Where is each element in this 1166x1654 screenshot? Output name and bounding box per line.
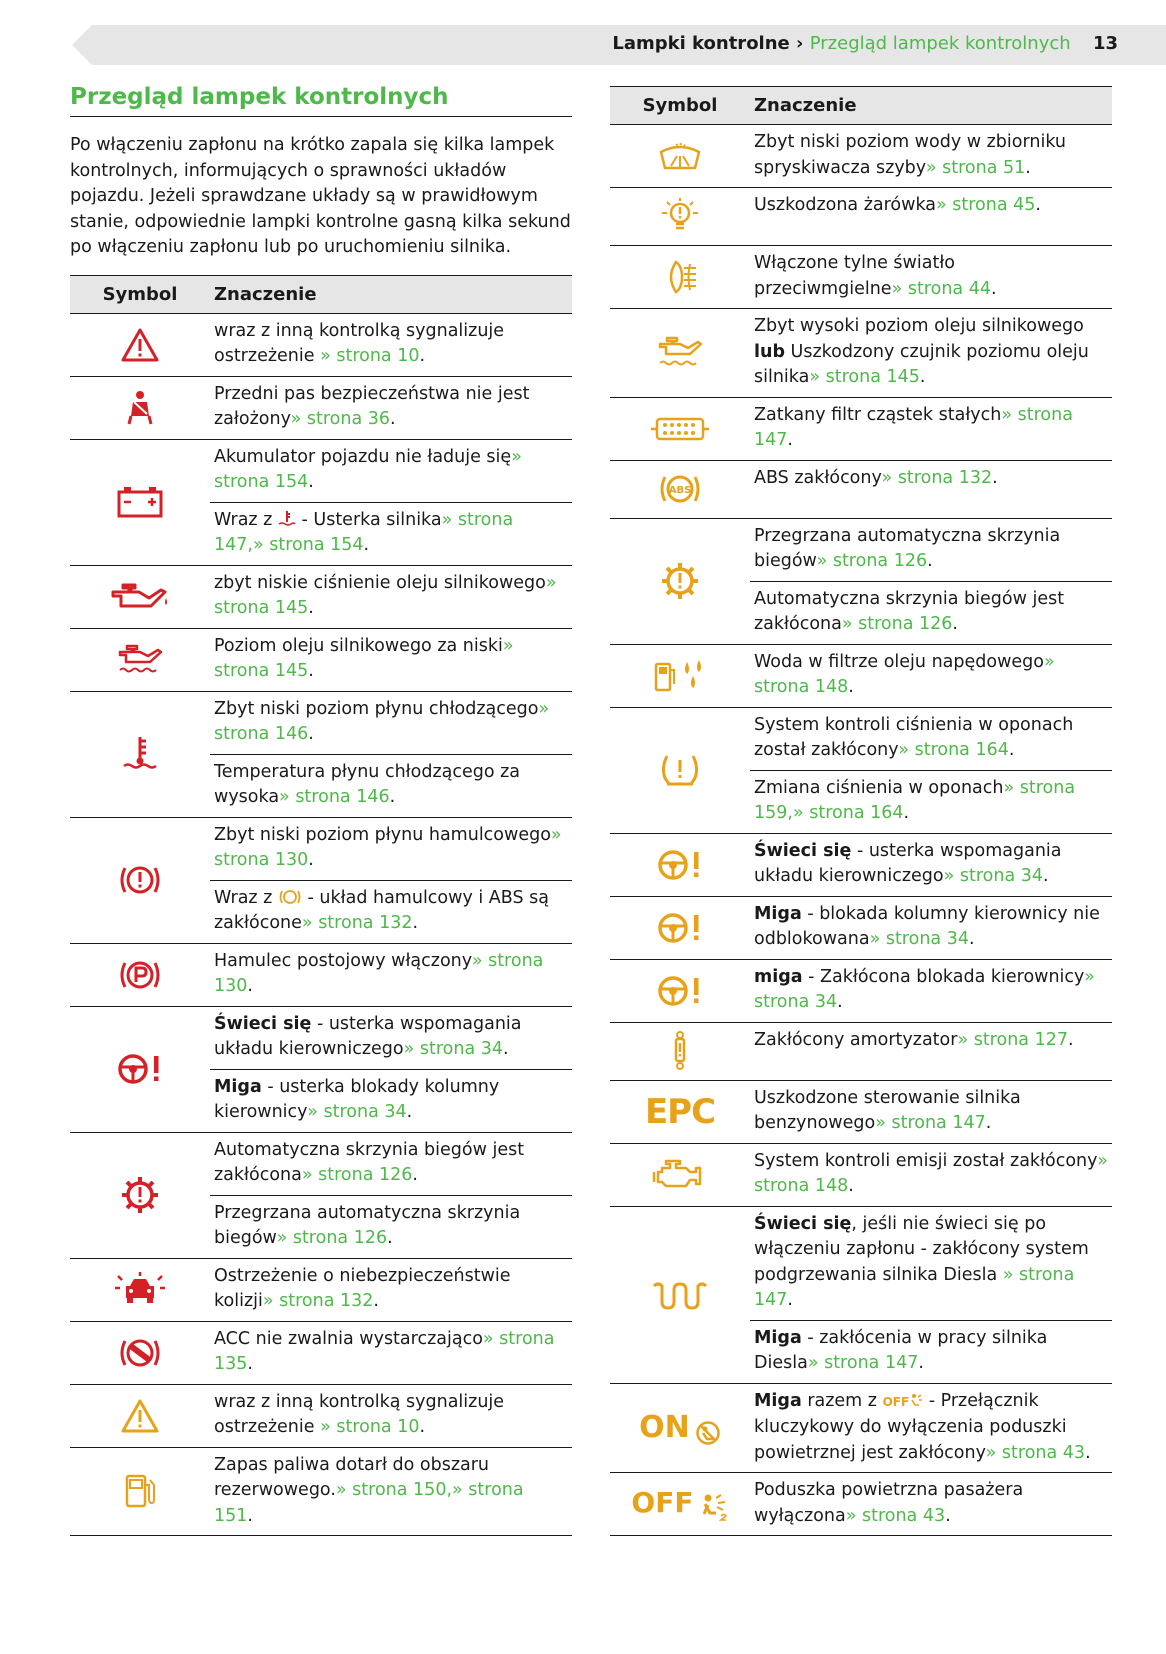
symbol-cell xyxy=(610,460,750,518)
page-link[interactable]: » strona 126 xyxy=(841,614,953,634)
page-link[interactable]: » strona 147 xyxy=(754,1264,1075,1310)
symbol-cell xyxy=(610,309,750,398)
symbol-cell xyxy=(610,1143,750,1206)
meaning-cell: Miga - usterka blokady kolumny kierownicy» strona 34. xyxy=(210,1069,572,1132)
meaning-cell: Temperatura płynu chłodzącego za wysoka» strona 146. xyxy=(210,754,572,817)
symbol-cell xyxy=(610,1383,750,1473)
table-row xyxy=(70,1258,572,1321)
symbol-cell xyxy=(70,817,210,943)
meaning-cell: Hamulec postojowy włączony» strona 130. xyxy=(210,943,572,1006)
table-row xyxy=(610,896,1112,959)
table-row xyxy=(610,707,1112,770)
table-row xyxy=(610,1206,1112,1320)
table-row xyxy=(70,943,572,1006)
page-link[interactable]: » strona 132 xyxy=(301,913,413,933)
meaning-cell: Miga - blokada kolumny kierownicy nie odblokowana» strona 34. xyxy=(750,896,1112,959)
fuel-reserve-icon xyxy=(123,1473,157,1509)
meaning-cell: Przedni pas bezpieczeństwa nie jest założony» strona 36. xyxy=(210,376,572,439)
page-link[interactable]: » strona 34 xyxy=(869,929,969,949)
symbol-cell xyxy=(70,691,210,817)
meaning-cell: ACC nie zwalnia wystarczająco» strona 135. xyxy=(210,1321,572,1384)
bulb-failure-icon xyxy=(658,197,702,237)
meaning-cell: Świeci się - usterka wspomagania układu kierowniczego» strona 34. xyxy=(750,833,1112,896)
tyre-pressure-icon xyxy=(659,750,701,790)
breadcrumb xyxy=(612,33,1118,54)
table-row xyxy=(70,628,572,691)
table-row xyxy=(70,376,572,439)
meaning-cell: Uszkodzona żarówka» strona 45. xyxy=(750,188,1112,246)
symbol-cell xyxy=(70,628,210,691)
table-row xyxy=(70,313,572,376)
meaning-cell: Woda w filtrze oleju napędowego» strona 148. xyxy=(750,644,1112,707)
symbol-cell xyxy=(70,376,210,439)
left-lamps-table xyxy=(70,275,572,1537)
oil-level-yellow-icon xyxy=(656,336,704,370)
table-row xyxy=(610,246,1112,309)
right-lamps-table xyxy=(610,86,1112,1536)
steering-warning-yellow-icon xyxy=(653,848,707,882)
symbol-cell xyxy=(610,125,750,188)
abs-icon xyxy=(657,469,703,509)
rear-fog-light-icon xyxy=(660,258,700,296)
meaning-cell: Poziom oleju silnikowego za niski» strona 145. xyxy=(210,628,572,691)
symbol-cell xyxy=(70,1258,210,1321)
meaning-cell: wraz z inną kontrolką sygnalizuje ostrzeżenie » strona 10. xyxy=(210,313,572,376)
page-link[interactable]: » strona 44 xyxy=(891,278,991,299)
meaning-cell: Zbyt niski poziom wody w zbiorniku spryskiwacza szyby» strona 51. xyxy=(750,125,1112,188)
airbag-on-icon: ON xyxy=(639,1410,690,1445)
page-link[interactable]: » strona 130 xyxy=(214,824,562,870)
table-row xyxy=(610,1143,1112,1206)
airbag-passenger-icon xyxy=(699,1492,729,1522)
meaning-cell: ABS zakłócony» strona 132. xyxy=(750,460,1112,518)
brake-warning-icon xyxy=(117,860,163,900)
glow-plug-icon xyxy=(652,1280,708,1310)
page-link[interactable]: » strona 145 xyxy=(214,572,557,618)
meaning-cell: Zakłócony amortyzator» strona 127. xyxy=(750,1022,1112,1080)
table-row xyxy=(70,691,572,754)
table-row xyxy=(610,1473,1112,1536)
table-row xyxy=(610,188,1112,246)
meaning-cell: Akumulator pojazdu nie ładuje się» strona 154. xyxy=(210,439,572,502)
page-link[interactable]: » strona 159,» strona 164 xyxy=(754,777,1076,823)
page-link[interactable]: » strona 147 xyxy=(807,1353,919,1373)
symbol-cell xyxy=(610,246,750,309)
meaning-cell: System kontroli ciśnienia w oponach został zakłócony» strona 164. xyxy=(750,707,1112,770)
page-link[interactable]: » strona 130 xyxy=(214,950,544,996)
symbol-cell xyxy=(70,565,210,628)
page-link[interactable]: » strona 43 xyxy=(985,1442,1086,1463)
breadcrumb-section[interactable]: Lampki kontrolne xyxy=(612,33,790,54)
symbol-cell xyxy=(610,397,750,460)
meaning-cell: Ostrzeżenie o niebezpieczeństwie kolizji» strona 132. xyxy=(210,1258,572,1321)
page-link[interactable]: » strona 51 xyxy=(925,157,1026,178)
table-row xyxy=(70,439,572,502)
table-row xyxy=(70,1321,572,1384)
meaning-cell: Poduszka powietrzna pasażera wyłączona» strona 43. xyxy=(750,1473,1112,1536)
battery-icon xyxy=(116,485,164,519)
gearbox-yellow-icon xyxy=(660,561,700,601)
symbol-cell xyxy=(70,1321,210,1384)
table-row xyxy=(610,125,1112,188)
table-row xyxy=(610,959,1112,1022)
table-row xyxy=(70,1447,572,1536)
symbol-cell xyxy=(70,1132,210,1258)
warning-triangle-red-icon xyxy=(120,327,160,363)
symbol-cell xyxy=(610,1473,750,1536)
symbol-cell xyxy=(610,1080,750,1143)
symbol-cell xyxy=(70,1447,210,1536)
symbol-cell xyxy=(610,833,750,896)
meaning-cell: Miga razem z OFF - Przełącznik kluczykowy do wyłączenia poduszki powietrznej jest zakłócony» strona 43. xyxy=(750,1383,1112,1473)
symbol-cell xyxy=(610,188,750,246)
shock-absorber-icon xyxy=(670,1031,690,1071)
page-link[interactable]: » strona 43 xyxy=(845,1505,946,1526)
meaning-cell: Przegrzana automatyczna skrzynia biegów» strona 126. xyxy=(750,518,1112,581)
steering-lock-fault-icon xyxy=(653,974,707,1008)
table-row xyxy=(610,309,1112,398)
table-row xyxy=(610,833,1112,896)
symbol-cell xyxy=(70,943,210,1006)
page-link[interactable]: » strona 147 xyxy=(754,404,1073,450)
page-link[interactable]: » strona 132 xyxy=(262,1291,374,1311)
symbol-cell xyxy=(610,959,750,1022)
meaning-cell: Zatkany filtr cząstek stałych» strona 147. xyxy=(750,397,1112,460)
table-row xyxy=(70,1132,572,1195)
meaning-cell: Wraz z - układ hamulcowy i ABS są zakłócone» strona 132. xyxy=(210,880,572,943)
column-header-symbol: Symbol xyxy=(610,87,750,125)
table-row xyxy=(610,1080,1112,1143)
svg-text:ABS: ABS xyxy=(668,485,692,496)
meaning-cell: Zbyt niski poziom płynu hamulcowego» strona 130. xyxy=(210,817,572,880)
table-row xyxy=(610,1383,1112,1473)
page-link[interactable]: » strona 45 xyxy=(936,195,1036,215)
page-link[interactable]: » strona 34 xyxy=(403,1039,504,1059)
abs-small-icon xyxy=(278,888,302,906)
page-number: 13 xyxy=(1092,33,1118,54)
seatbelt-icon xyxy=(125,390,155,426)
symbol-cell xyxy=(70,313,210,376)
left-column xyxy=(70,84,572,1536)
page-link[interactable]: » strona 132 xyxy=(881,467,993,488)
symbol-cell xyxy=(70,1384,210,1447)
table-row xyxy=(70,817,572,880)
symbol-cell xyxy=(610,1206,750,1383)
breadcrumb-separator: › xyxy=(796,33,804,54)
gearbox-red-icon xyxy=(120,1175,160,1215)
meaning-cell: System kontroli emisji został zakłócony» strona 148. xyxy=(750,1143,1112,1206)
meaning-cell: Miga - zakłócenia w pracy silnika Diesla» strona 147. xyxy=(750,1320,1112,1383)
engine-check-icon xyxy=(652,1158,708,1192)
steering-warning-red-icon xyxy=(113,1052,167,1086)
page-link[interactable]: » strona 146 xyxy=(214,698,550,744)
page-link[interactable]: » strona 148 xyxy=(754,1150,1108,1196)
right-column xyxy=(610,86,1112,1536)
meaning-cell: zbyt niskie ciśnienie oleju silnikowego» strona 145. xyxy=(210,565,572,628)
coolant-small-icon xyxy=(278,510,296,528)
page-title: Przegląd lampek kontrolnych xyxy=(70,84,572,117)
page-link[interactable]: » strona 126 xyxy=(816,551,928,571)
meaning-cell: wraz z inną kontrolką sygnalizuje ostrzeżenie » strona 10. xyxy=(210,1384,572,1447)
page-link[interactable]: » strona 34 xyxy=(307,1102,407,1122)
page-link[interactable]: » strona 127 xyxy=(957,1029,1068,1050)
page-link[interactable]: » strona 10 xyxy=(320,346,420,366)
page-link[interactable]: » strona 36 xyxy=(290,409,391,429)
symbol-cell xyxy=(70,439,210,565)
meaning-cell: Zbyt niski poziom płynu chłodzącego» strona 146. xyxy=(210,691,572,754)
symbol-cell xyxy=(70,1006,210,1132)
airbag-off-small-icon: OFF xyxy=(882,1394,910,1409)
table-row xyxy=(610,397,1112,460)
washer-fluid-icon xyxy=(657,138,703,174)
table-row xyxy=(610,1022,1112,1080)
meaning-cell: Świeci się - usterka wspomagania układu kierowniczego» strona 34. xyxy=(210,1006,572,1069)
column-header-meaning: Znaczenie xyxy=(750,87,1112,125)
page-link[interactable]: » strona 145 xyxy=(809,367,920,387)
page-link[interactable]: » strona 154 xyxy=(214,446,522,492)
table-row xyxy=(610,644,1112,707)
page-link[interactable]: » strona 126 xyxy=(276,1228,388,1248)
page-link[interactable]: » strona 148 xyxy=(754,651,1055,697)
page-link[interactable]: » strona 150,» strona 151 xyxy=(214,1480,524,1526)
coolant-temperature-icon xyxy=(120,735,160,773)
page-link[interactable]: » strona 10 xyxy=(320,1417,420,1437)
symbol-cell xyxy=(610,896,750,959)
acc-warning-icon xyxy=(117,1333,163,1373)
column-header-meaning: Znaczenie xyxy=(210,275,572,313)
meaning-cell: Włączone tylne światło przeciwmgielne» strona 44. xyxy=(750,246,1112,309)
column-header-symbol: Symbol xyxy=(70,275,210,313)
meaning-cell: miga - Zakłócona blokada kierownicy» strona 34. xyxy=(750,959,1112,1022)
table-row xyxy=(70,1384,572,1447)
oil-pressure-icon xyxy=(109,582,171,612)
table-row xyxy=(70,1006,572,1069)
meaning-cell: Zbyt wysoki poziom oleju silnikowego lub Uszkodzony czujnik poziomu oleju silnika» strona 145. xyxy=(750,309,1112,398)
water-in-fuel-icon xyxy=(653,658,707,694)
meaning-cell: Świeci się, jeśli nie świeci się po włączeniu zapłonu - zakłócony system podgrzewania silnika Diesla » strona 147. xyxy=(750,1206,1112,1320)
steering-lock-icon xyxy=(653,911,707,945)
symbol-cell xyxy=(610,1022,750,1080)
meaning-cell: Zmiana ciśnienia w oponach» strona 159,» strona 164. xyxy=(750,770,1112,833)
oil-level-red-icon xyxy=(116,644,164,676)
table-row xyxy=(610,460,1112,518)
page-link[interactable]: » strona 147,» strona 154 xyxy=(214,509,514,555)
meaning-cell: Wraz z - Usterka silnika» strona 147,» strona 154. xyxy=(210,502,572,565)
page-link[interactable]: » strona 145 xyxy=(214,635,514,681)
airbag-crossed-icon xyxy=(695,1420,721,1446)
meaning-cell: Automatyczna skrzynia biegów jest zakłócona» strona 126. xyxy=(750,581,1112,644)
page-link[interactable]: » strona 126 xyxy=(301,1165,413,1185)
symbol-cell xyxy=(610,644,750,707)
table-row xyxy=(70,565,572,628)
page-link[interactable]: » strona 164 xyxy=(898,740,1009,760)
airbag-passenger-small-icon xyxy=(909,1393,923,1409)
particulate-filter-icon xyxy=(649,415,711,443)
page-link[interactable]: » strona 34 xyxy=(943,866,1044,886)
page-link[interactable]: » strona 146 xyxy=(279,787,390,807)
warning-triangle-yellow-icon xyxy=(120,1398,160,1434)
meaning-cell: Przegrzana automatyczna skrzynia biegów» strona 126. xyxy=(210,1195,572,1258)
meaning-cell: Uszkodzone sterowanie silnika benzynowego» strona 147. xyxy=(750,1080,1112,1143)
meaning-cell: Zapas paliwa dotarł do obszaru rezerwowego.» strona 150,» strona 151. xyxy=(210,1447,572,1536)
page-link[interactable]: » strona 34 xyxy=(754,966,1095,1012)
breadcrumb-current: Przegląd lampek kontrolnych xyxy=(809,33,1071,54)
airbag-off-icon: OFF xyxy=(631,1485,694,1519)
collision-warning-icon xyxy=(114,1272,166,1308)
table-row xyxy=(610,518,1112,581)
epc-icon: EPC xyxy=(644,1091,716,1132)
intro-paragraph: Po włączeniu zapłonu na krótko zapala się kilka lampek kontrolnych, informujących o sprawności układów pojazdu. Jeżeli sprawdzane układy są w prawidłowym stanie, odpowiednie lampki kontrolne gasną kilka sekund po włączeniu zapłonu lub po uruchomieniu silnika. xyxy=(70,135,571,257)
symbol-cell xyxy=(610,707,750,833)
meaning-cell: Automatyczna skrzynia biegów jest zakłócona» strona 126. xyxy=(210,1132,572,1195)
page-link[interactable]: » strona 147 xyxy=(875,1113,986,1133)
parking-brake-icon xyxy=(117,955,163,995)
symbol-cell xyxy=(610,518,750,644)
page-link[interactable]: » strona 135 xyxy=(214,1328,555,1374)
